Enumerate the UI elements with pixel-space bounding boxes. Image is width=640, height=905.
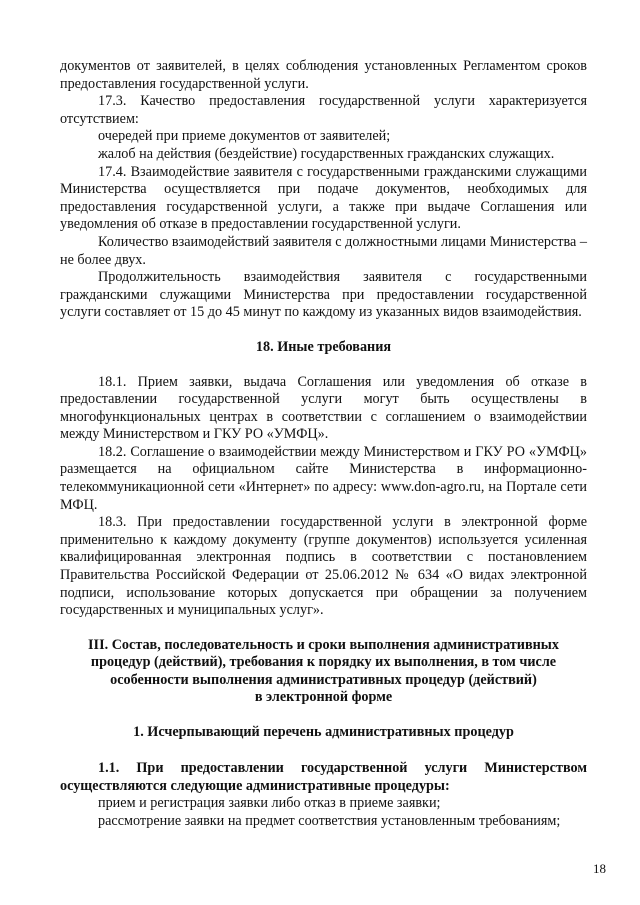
section-heading-18: 18. Иные требования [255,338,392,355]
paragraph-18-2: 18.2. Соглашение о взаимодействии между Министерством и ГКУ РО «УМФЦ» размещается на официальном сайте Министерства в информационно-телекоммуникационной сети «Интернет» по адресу: www.don-agro.ru, на Портале сети МФЦ. [60,443,587,513]
part-heading-iii [60,637,587,707]
paragraph-17-4: 17.4. Взаимодействие заявителя с государственными гражданскими служащими Министерства осуществляется при подаче документов, необходимых для предоставления государственной услуги, а также при выдаче Соглашения или уведомления об отказе в предоставлении государственной услуги. [60,163,587,233]
list-item: рассмотрение заявки на предмет соответствия установленным требованиям; [98,812,561,829]
paragraph-17-3: 17.3. Качество предоставления государственной услуги характеризуется отсутствием: [60,93,587,127]
page-content [60,58,587,830]
part-heading-line: в электронной форме [254,689,393,706]
paragraph-18-3: 18.3. При предоставлении государственной услуги в электронной форме применительно к каждому документу (группе документов) используется усиленная квалифицированная электронная подпись в соответствии с постановлением Правительства Российской Федерации от 25.06.2012 № 634 «О видах электронной подписи, использование которых допускается при обращении за получением государственных и муниципальных услуг». [60,514,587,619]
page-number: 18 [593,861,606,876]
part-heading-line: III. Состав, последовательность и сроки выполнения административных [88,636,559,653]
paragraph-18-1: 18.1. Прием заявки, выдача Соглашения или уведомления об отказе в предоставлении государственной услуги могут быть осуществлены в многофункциональных центрах в соответствии с соглашением о взаимодействии между Министерством и ГКУ РО «УМФЦ». [60,373,587,443]
list-item: жалоб на действия (бездействие) государственных гражданских служащих. [98,145,555,162]
list-item: прием и регистрация заявки либо отказ в приеме заявки; [98,795,441,812]
paragraph-continued: документов от заявителей, в целях соблюдения установленных Регламентом сроков предоставления государственной услуги. [60,58,587,92]
part-heading-line: процедур (действий), требования к порядку их выполнения, в том числе [90,654,557,671]
paragraph-interaction-count: Количество взаимодействий заявителя с должностными лицами Министерства – не более двух. [60,233,587,268]
subsection-heading-1: 1. Исчерпывающий перечень административных процедур [133,724,514,741]
paragraph-1-1: 1.1. При предоставлении государственной услуги Министерством осуществляются следующие административные процедуры: [60,760,587,794]
paragraph-interaction-duration: Продолжительность взаимодействия заявителя с государственными гражданскими служащими Министерства при предоставлении государственной услуги составляет от 15 до 45 минут по каждому из указанных видов взаимодействия. [60,269,587,321]
part-heading-line: особенности выполнения административных процедур (действий) [110,671,537,688]
list-item: очередей при приеме документов от заявителей; [98,128,391,145]
